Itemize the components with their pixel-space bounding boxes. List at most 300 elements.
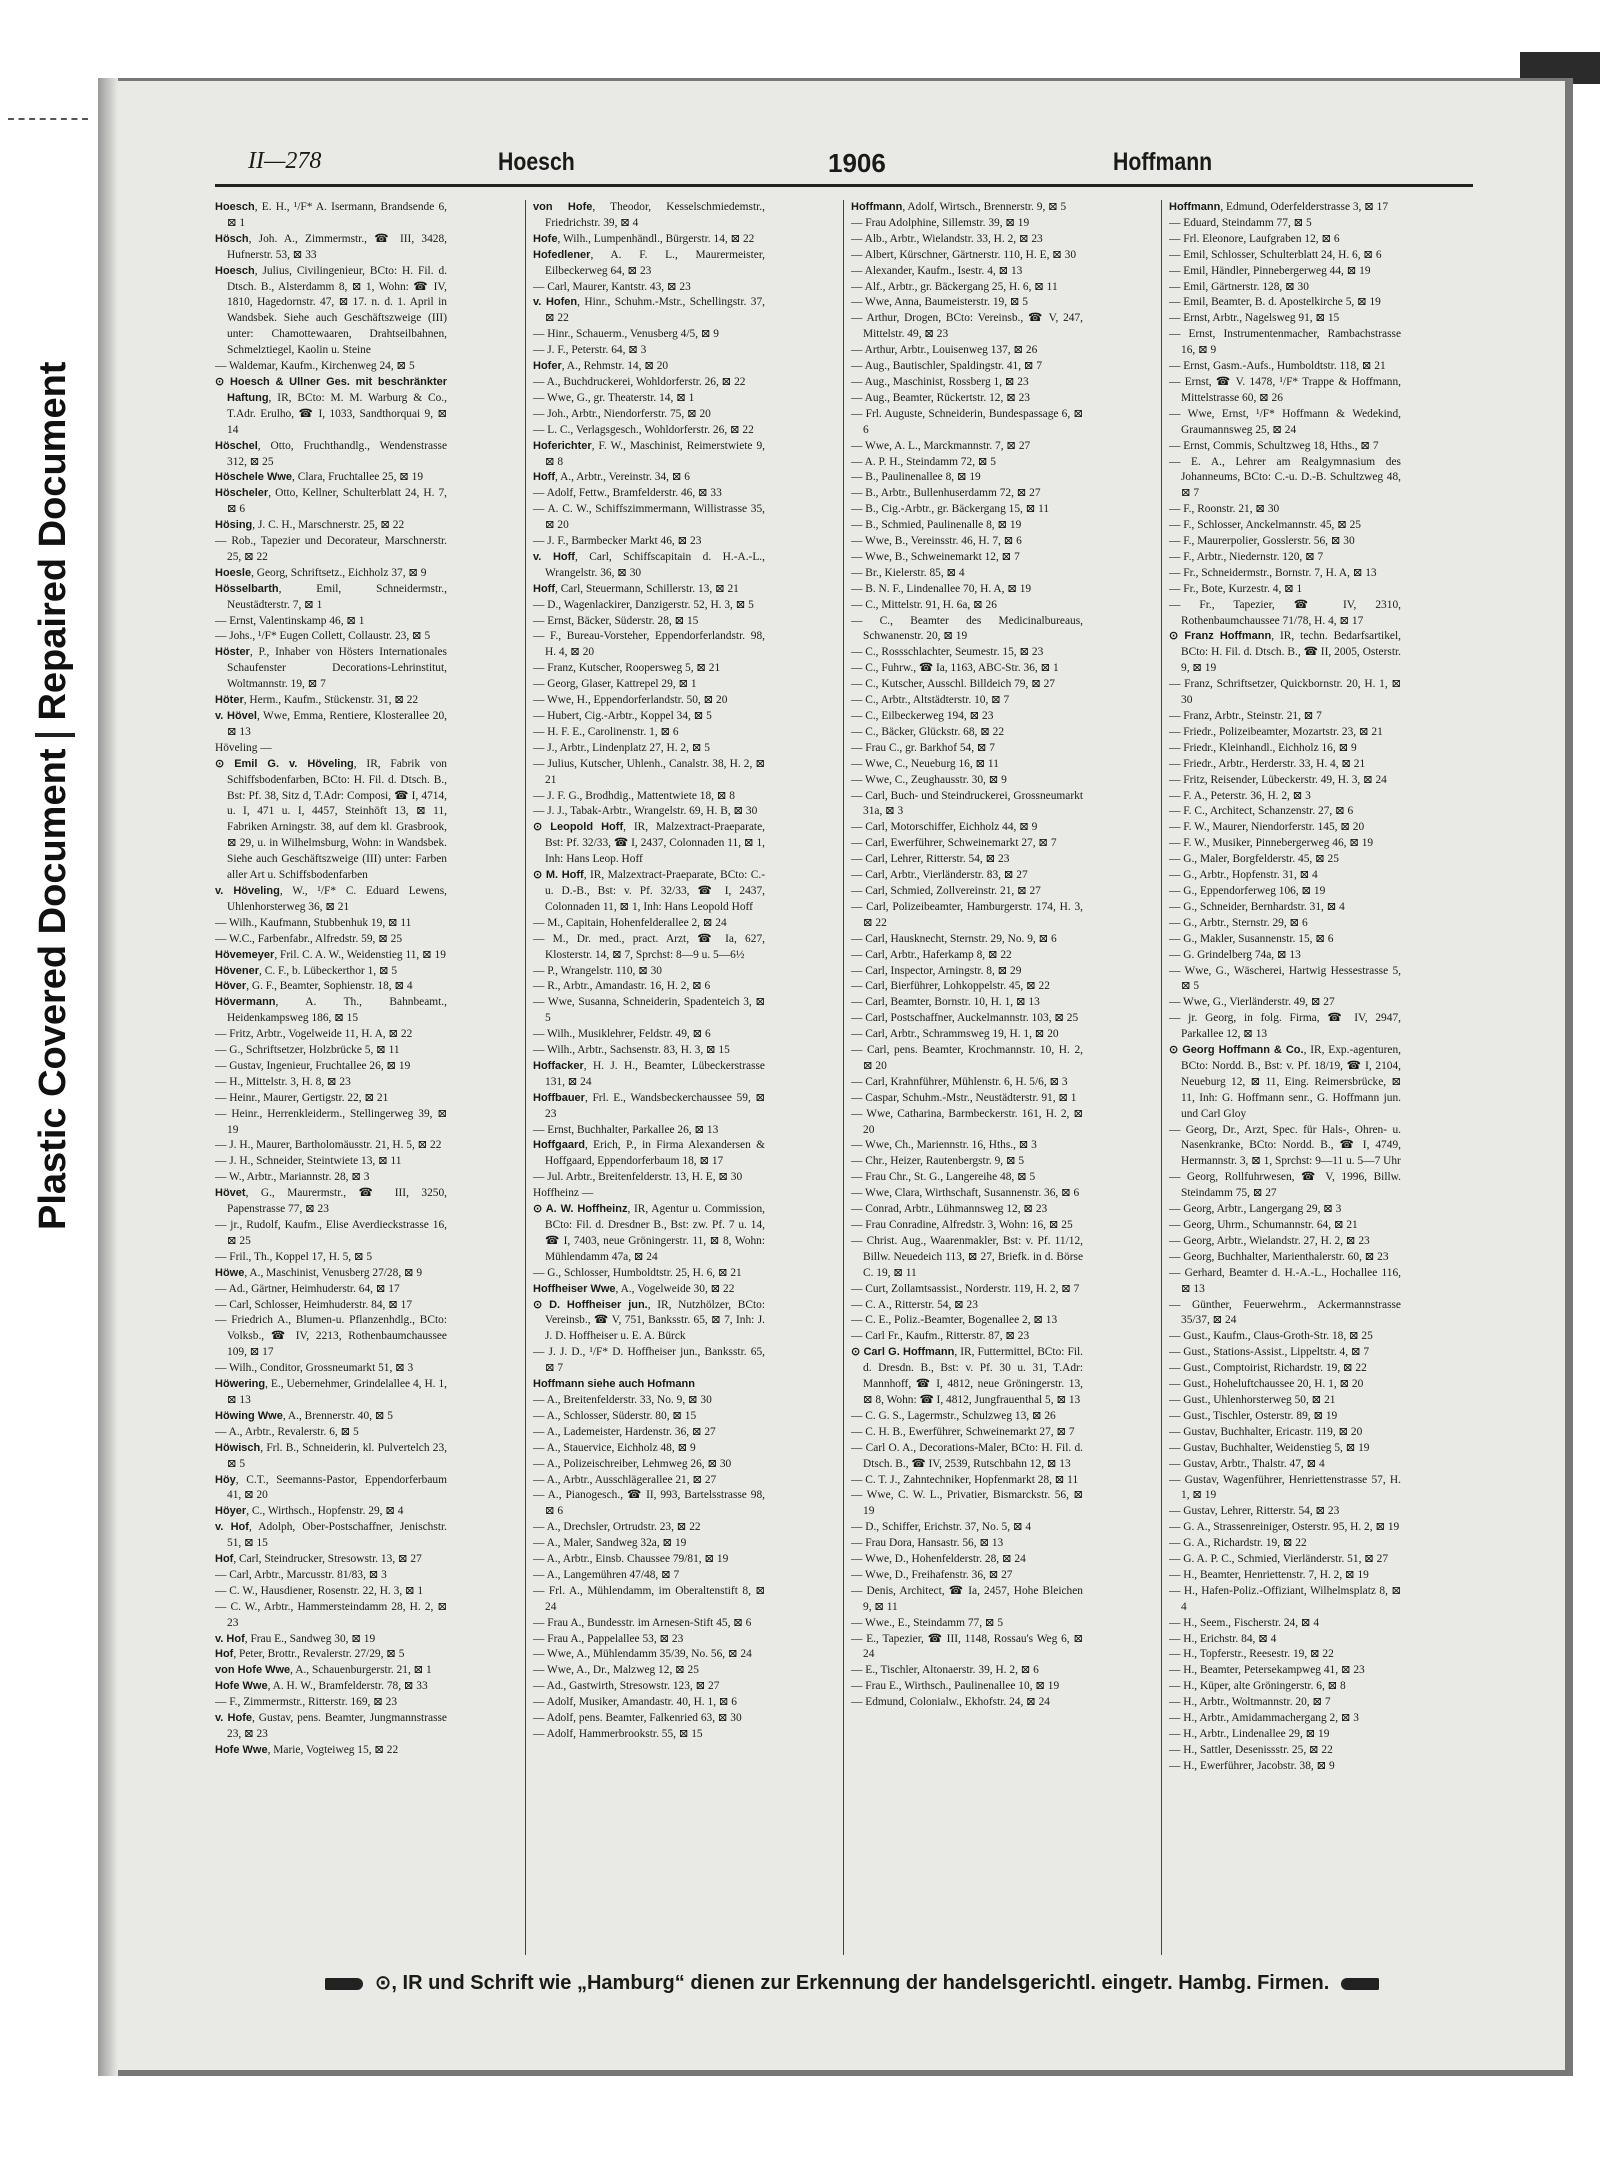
directory-entry: — Wwe, B., Vereinsstr. 46, H. 7, ⊠ 6 xyxy=(851,535,1022,548)
directory-entry: — Frau Conradine, Alfredstr. 3, Wohn: 16, ⊠ 25 xyxy=(851,1219,1073,1231)
directory-entry: — Wwe, Clara, Wirthschaft, Susannenstr. 36, ⊠ 6 xyxy=(851,1187,1080,1200)
directory-entry: — Wwe, C., Zeughausstr. 30, ⊠ 9 xyxy=(851,773,1007,786)
directory-entry: ⊙ D. Hoffheiser jun., IR, Nutzhölzer, BCto: Vereinsb., ☎ V, 751, Banksstr. 65, ⊠ 7, Inh: J. J. D. Hoffheiser u. E. A. Bürck xyxy=(533,1298,765,1343)
directory-entry: — Chr., Heizer, Rautenbergstr. 9, ⊠ 5 xyxy=(851,1155,1025,1168)
directory-entry: Hoffheinz — xyxy=(533,1187,594,1200)
directory-entry: — H., Topferstr., Reesestr. 19, ⊠ 22 xyxy=(1169,1648,1334,1661)
directory-entry: ⊙ Hoesch & Ullner Ges. mit beschränkter Haftung, IR, BCto: M. M. Warburg & Co., T.Adr. Erulho, ☎ I, 1033, Sandthorquai 9, ⊠ 14 xyxy=(215,375,447,436)
directory-entry: — Gust., Tischler, Osterstr. 89, ⊠ 19 xyxy=(1169,1409,1338,1422)
directory-entry: — A. C. W., Schiffszimmermann, Willistrasse 35, ⊠ 20 xyxy=(533,503,765,532)
directory-entry: — Carl, Beamter, Bornstr. 10, H. 1, ⊠ 13 xyxy=(851,996,1040,1009)
directory-entry: — Curt, Zollamtsassist., Norderstr. 119, H. 2, ⊠ 7 xyxy=(851,1282,1080,1295)
header-left-word: Hoesch xyxy=(498,148,575,176)
column-divider xyxy=(1161,200,1162,1955)
pointing-hand-left-icon xyxy=(325,1978,363,1990)
directory-entry: — G. A., Richardstr. 19, ⊠ 22 xyxy=(1169,1537,1307,1550)
directory-entry: — Alb., Arbtr., Wielandstr. 33, H. 2, ⊠ 23 xyxy=(851,232,1043,245)
directory-entry: — Frau A., Bundesstr. im Arnesen-Stift 45, ⊠ 6 xyxy=(533,1616,752,1629)
directory-entry: Hofe, Wilh., Lumpenhändl., Bürgerstr. 14, ⊠ 22 xyxy=(533,232,755,245)
directory-entry: — Johs., ¹/F* Eugen Collett, Collaustr. 23, ⊠ 5 xyxy=(215,630,431,643)
directory-entry: — Wwe, C. W. L., Privatier, Bismarckstr. 56, ⊠ 19 xyxy=(851,1489,1083,1518)
directory-entry: — Wwe, Anna, Baumeisterstr. 19, ⊠ 5 xyxy=(851,296,1029,309)
directory-entry: — D., Schiffer, Erichstr. 37, No. 5, ⊠ 4 xyxy=(851,1521,1032,1534)
directory-entry: — Carl, Arbtr., Vierländerstr. 83, ⊠ 27 xyxy=(851,869,1028,882)
directory-entry: — Georg, Uhrm., Schumannstr. 64, ⊠ 21 xyxy=(1169,1219,1358,1231)
directory-entry: — Carl, Maurer, Kantstr. 43, ⊠ 23 xyxy=(533,280,691,293)
directory-entry: — Ernst, Bäcker, Süderstr. 28, ⊠ 15 xyxy=(533,614,699,627)
directory-entry: — Adolf, Fettw., Bramfelderstr. 46, ⊠ 33 xyxy=(533,487,722,500)
directory-entry: v. Hofe, Gustav, pens. Beamter, Jungmannstrasse 23, ⊠ 23 xyxy=(215,1712,447,1740)
directory-entry: Höveling — xyxy=(215,741,272,754)
directory-entry: Hoferichter, F. W., Maschinist, Reimerstwiete 9, ⊠ 8 xyxy=(533,439,765,468)
directory-entry: — G. A., Strassenreiniger, Osterstr. 95, H. 2, ⊠ 19 xyxy=(1169,1521,1400,1534)
directory-entry: — G. A. P. C., Schmied, Vierländerstr. 51, ⊠ 27 xyxy=(1169,1553,1389,1566)
directory-entry: — Gust., Uhlenhorsterweg 50, ⊠ 21 xyxy=(1169,1393,1336,1406)
directory-entry: — Wwe, G., Wäscherei, Hartwig Hessestrasse 5, ⊠ 5 xyxy=(1169,964,1401,993)
directory-entry: — Ernst, Gasm.-Aufs., Humboldtstr. 118, ⊠ 21 xyxy=(1169,360,1386,373)
directory-entry: — Frau Chr., St. G., Langereihe 48, ⊠ 5 xyxy=(851,1171,1036,1184)
directory-entry: — J. H., Schneider, Steintwiete 13, ⊠ 11 xyxy=(215,1155,402,1168)
directory-entry: — A., Langemühren 47/48, ⊠ 7 xyxy=(533,1568,680,1581)
directory-entry: — E., Tischler, Altonaerstr. 39, H. 2, ⊠ 6 xyxy=(851,1664,1039,1677)
directory-entry: — Carl, Lehrer, Ritterstr. 54, ⊠ 23 xyxy=(851,853,1010,866)
directory-entry: v. Hof, Adolph, Ober-Postschaffner, Jenischstr. 51, ⊠ 15 xyxy=(215,1521,447,1550)
directory-entry: — B., Arbtr., Bullenhuserdamm 72, ⊠ 27 xyxy=(851,487,1041,500)
directory-entry: — Heinr., Herrenkleiderm., Stellingerweg 39, ⊠ 19 xyxy=(215,1107,447,1136)
directory-entry: — H., Arbtr., Woltmannstr. 20, ⊠ 7 xyxy=(1169,1696,1331,1709)
directory-entry: — G., Maler, Borgfelderstr. 45, ⊠ 25 xyxy=(1169,853,1339,866)
directory-entry: — H., Küper, alte Gröningerstr. 6, ⊠ 8 xyxy=(1169,1680,1346,1693)
directory-entry: — Denis, Architect, ☎ Ia, 2457, Hohe Bleichen 9, ⊠ 11 xyxy=(851,1584,1083,1613)
directory-entry: — Gustav, Buchhalter, Ericastr. 119, ⊠ 20 xyxy=(1169,1425,1363,1438)
directory-entry: Hoff, A., Arbtr., Vereinstr. 34, ⊠ 6 xyxy=(533,471,690,484)
directory-entry: — C. E., Poliz.-Beamter, Bogenallee 2, ⊠ 13 xyxy=(851,1314,1058,1327)
directory-entry: Hoffgaard, Erich, P., in Firma Alexandersen & Hoffgaard, Eppendorferbaum 18, ⊠ 17 xyxy=(533,1139,765,1168)
directory-entry: Höwe, A., Maschinist, Venusberg 27/28, ⊠ 9 xyxy=(215,1266,423,1279)
directory-entry: — Carl, Bierführer, Lohkoppelstr. 45, ⊠ 22 xyxy=(851,980,1050,993)
pointing-hand-right-icon xyxy=(1341,1978,1379,1990)
directory-entry: — H., Mittelstr. 3, H. 8, ⊠ 23 xyxy=(215,1075,351,1088)
directory-entry: — Carl, Inspector, Arningstr. 8, ⊠ 29 xyxy=(851,964,1022,977)
header-right-word: Hoffmann xyxy=(1113,148,1213,176)
directory-entry: Hövener, C. F., b. Lübeckerthor 1, ⊠ 5 xyxy=(215,964,398,977)
directory-entry: — Wwe, Catharina, Barmbeckerstr. 161, H. 2, ⊠ 20 xyxy=(851,1107,1083,1136)
directory-entry: — Frau Dora, Hansastr. 56, ⊠ 13 xyxy=(851,1537,1004,1550)
directory-entry: — G., Eppendorferweg 106, ⊠ 19 xyxy=(1169,884,1326,897)
directory-entry: — J. J. D., ¹/F* D. Hoffheiser jun., Banksstr. 65, ⊠ 7 xyxy=(533,1346,765,1375)
directory-entry: — F. A., Peterstr. 36, H. 2, ⊠ 3 xyxy=(1169,789,1311,802)
directory-entry: Höscheler, Otto, Kellner, Schulterblatt 24, H. 7, ⊠ 6 xyxy=(215,487,447,516)
header-rule xyxy=(215,184,1473,187)
directory-entry: Hoff, Carl, Steuermann, Schillerstr. 13, ⊠ 21 xyxy=(533,582,739,595)
directory-entry: v. Höveling, W., ¹/F* C. Eduard Lewens, Uhlenhorsterweg 36, ⊠ 21 xyxy=(215,884,447,913)
directory-entry: — Carl, Motorschiffer, Eichholz 44, ⊠ 9 xyxy=(851,821,1038,834)
directory-entry: — P., Wrangelstr. 110, ⊠ 30 xyxy=(533,964,662,977)
directory-entry: — F., Zimmermstr., Ritterstr. 169, ⊠ 23 xyxy=(215,1696,398,1709)
directory-entry: ⊙ Emil G. v. Höveling, IR, Fabrik von Schiffsbodenfarben, BCto: H. Fil. d. Dtsch. B., Bst: Pf. 38, Sitz d, T.Adr: Composi, ☎ I, 4714, u. I, 471 u. I, 4457, Steinhöft 13, ⊠ 11, Fabriken Arningstr. 38, auf dem kl. Grasbrook, ⊠ 29, u. in Wilhelmsburg, Wohn: in Wandsbek. Siehe auch Geschäftszweige (III) unter: Farben aller Art u. Schiffsbodenfarben xyxy=(215,757,447,882)
directory-entry: — Alf., Arbtr., gr. Bäckergang 25, H. 6, ⊠ 11 xyxy=(851,280,1058,293)
directory-entry: — Ernst, Valentinskamp 46, ⊠ 1 xyxy=(215,614,365,627)
directory-entry: — Wilh., Musiklehrer, Feldstr. 49, ⊠ 6 xyxy=(533,1028,711,1041)
directory-entry: — H., Ewerführer, Jacobstr. 38, ⊠ 9 xyxy=(1169,1759,1335,1772)
directory-entry: — G., Schriftsetzer, Holzbrücke 5, ⊠ 11 xyxy=(215,1044,400,1057)
directory-entry: — Wwe, Susanna, Schneiderin, Spadenteich 3, ⊠ 5 xyxy=(533,996,765,1025)
side-label-strip xyxy=(0,0,90,2177)
directory-entry: — B., Paulinenallee 8, ⊠ 19 xyxy=(851,471,981,484)
directory-entry: — Frl. Eleonore, Laufgraben 12, ⊠ 6 xyxy=(1169,232,1340,245)
directory-entry: — Gerhard, Beamter d. H.-A.-L., Hochallee 116, ⊠ 13 xyxy=(1169,1266,1401,1295)
footer-text: ⊙, IR und Schrift wie „Hamburg“ dienen zur Erkennung der handelsgerichtl. eingetr. Hambg. Firmen. xyxy=(374,1972,1330,1994)
directory-entry: — A., Polizeischreiber, Lehmweg 26, ⊠ 30 xyxy=(533,1457,732,1470)
directory-entry: — C., Fuhrw., ☎ Ia, 1163, ABC-Str. 36, ⊠ 1 xyxy=(851,662,1059,675)
directory-entry: — H., Hafen-Poliz.-Offiziant, Wilhelmsplatz 8, ⊠ 4 xyxy=(1169,1584,1401,1613)
directory-entry: — Carl, Hausknecht, Sternstr. 29, No. 9, ⊠ 6 xyxy=(851,932,1057,945)
directory-entry: — A., Arbtr., Revalerstr. 6, ⊠ 5 xyxy=(215,1425,359,1438)
directory-entry: — M., Dr. med., pract. Arzt, ☎ Ia, 627, Klosterstr. 14, ⊠ 7, Sprchst: 8—9 u. 5—6½ xyxy=(533,932,765,961)
directory-entry: — Georg, Buchhalter, Marienthalerstr. 60, ⊠ 23 xyxy=(1169,1250,1389,1263)
directory-entry: — E. A., Lehrer am Realgymnasium des Johanneums, BCto: C.-u. D.-B. Schultzweg 48, ⊠ 7 xyxy=(1169,455,1401,500)
directory-entry: — Hubert, Cig.-Arbtr., Koppel 34, ⊠ 5 xyxy=(533,710,712,722)
directory-entry: — Gust., Kaufm., Claus-Groth-Str. 18, ⊠ 25 xyxy=(1169,1330,1373,1343)
directory-entry: — Albert, Kürschner, Gärtnerstr. 110, H. E, ⊠ 30 xyxy=(851,248,1077,261)
directory-entry: — Carl, Krahnführer, Mühlenstr. 6, H. 5/6, ⊠ 3 xyxy=(851,1075,1068,1088)
directory-column-3 xyxy=(851,200,1083,1955)
directory-entry: — C. W., Arbtr., Hammersteindamm 28, H. 2, ⊠ 23 xyxy=(215,1600,447,1629)
directory-entry: Hoffmann siehe auch Hofmann xyxy=(533,1378,695,1391)
directory-entry: — Aug., Beamter, Rückertstr. 12, ⊠ 23 xyxy=(851,391,1030,404)
directory-entry: — Arthur, Drogen, BCto: Vereinsb., ☎ V, 247, Mittelstr. 49, ⊠ 23 xyxy=(851,312,1083,341)
directory-entry: — Wilh., Kaufmann, Stubbenhuk 19, ⊠ 11 xyxy=(215,916,412,929)
directory-entry: — Fr., Bote, Kurzestr. 4, ⊠ 1 xyxy=(1169,582,1303,595)
directory-entry: — A., Schlosser, Süderstr. 80, ⊠ 15 xyxy=(533,1409,697,1422)
directory-entry: ⊙ Georg Hoffmann & Co., IR, Exp.-agenturen, BCto: Nordd. B., Bst: v. Pf. 18/19, ☎ I, 2104, Neueburg 12, ⊠ 11, Eing. Reimersbrücke, ⊠ 11, Inh: G. Hoffmann senr., G. Hoffmann jun. und Carl Gloy xyxy=(1169,1044,1401,1120)
directory-entry: — C., Bäcker, Glückstr. 68, ⊠ 22 xyxy=(851,725,1005,738)
directory-column-1 xyxy=(215,200,447,1955)
directory-entry: — Caspar, Schuhm.-Mstr., Neustädterstr. 91, ⊠ 1 xyxy=(851,1091,1077,1104)
footer-note xyxy=(232,1970,1472,1995)
directory-entry: — Emil, Händler, Pinnebergerweg 44, ⊠ 19 xyxy=(1169,264,1371,277)
directory-entry: — Wwe, A., Mühlendamm 35/39, No. 56, ⊠ 24 xyxy=(533,1648,752,1661)
directory-entry: — Ernst, Arbtr., Nagelsweg 91, ⊠ 15 xyxy=(1169,312,1340,325)
directory-entry: — Carl, Arbtr., Haferkamp 8, ⊠ 22 xyxy=(851,948,1012,961)
directory-entry: Höver, G. F., Beamter, Sophienstr. 18, ⊠ 4 xyxy=(215,980,413,993)
directory-entry: — Gustav, Wagenführer, Henriettenstrasse 57, H. 1, ⊠ 19 xyxy=(1169,1473,1401,1502)
directory-entry: Höwering, E., Uebernehmer, Grindelallee 4, H. 1, ⊠ 13 xyxy=(215,1378,447,1406)
directory-entry: — Wwe, C., Neueburg 16, ⊠ 11 xyxy=(851,757,999,770)
header-year: 1906 xyxy=(828,148,886,178)
side-label-separator xyxy=(35,733,75,737)
directory-entry: — A., Arbtr., Ausschlägerallee 21, ⊠ 27 xyxy=(533,1473,717,1486)
directory-entry: — A., Buchdruckerei, Wohldorferstr. 26, ⊠ 22 xyxy=(533,375,746,388)
directory-entry: — Alexander, Kaufm., Isestr. 4, ⊠ 13 xyxy=(851,264,1023,277)
directory-entry: — Carl, pens. Beamter, Krochmannstr. 10, H. 2, ⊠ 20 xyxy=(851,1044,1083,1072)
directory-entry: — G. Grindelberg 74a, ⊠ 13 xyxy=(1169,948,1301,961)
directory-entry: — Gust., Comptoirist, Richardstr. 19, ⊠ 22 xyxy=(1169,1362,1367,1375)
directory-entry: — Gustav, Arbtr., Thalstr. 47, ⊠ 4 xyxy=(1169,1457,1325,1470)
directory-entry: — Frau A., Pappelallee 53, ⊠ 23 xyxy=(533,1632,684,1645)
directory-entry: Hoffheiser Wwe, A., Vogelweide 30, ⊠ 22 xyxy=(533,1282,735,1295)
page-number: II—278 xyxy=(248,148,322,174)
directory-entry: — J. H., Maurer, Bartholomäusstr. 21, H. 5, ⊠ 22 xyxy=(215,1139,442,1152)
page-header xyxy=(248,148,1473,182)
directory-entry: — Ernst, Instrumentenmacher, Rambachstrasse 16, ⊠ 9 xyxy=(1169,328,1401,357)
directory-entry: — L. C., Verlagsgesch., Wohldorferstr. 26, ⊠ 22 xyxy=(533,423,754,436)
directory-entry: — C., Arbtr., Altstädterstr. 10, ⊠ 7 xyxy=(851,694,1010,707)
side-label xyxy=(32,362,75,1230)
directory-entry: — Georg, Arbtr., Wielandstr. 27, H. 2, ⊠ 23 xyxy=(1169,1234,1370,1247)
directory-column-4 xyxy=(1169,200,1401,1955)
directory-entry: — Hinr., Schauerm., Venusberg 4/5, ⊠ 9 xyxy=(533,328,719,341)
directory-entry: — C., Kutscher, Ausschl. Billdeich 79, ⊠ 27 xyxy=(851,678,1055,691)
directory-entry: — Fritz, Arbtr., Vogelweide 11, H. A, ⊠ 22 xyxy=(215,1028,413,1041)
directory-entry: — F., Schlosser, Anckelmannstr. 45, ⊠ 25 xyxy=(1169,519,1361,532)
directory-entry: — C., Rossschlachter, Seumestr. 15, ⊠ 23 xyxy=(851,646,1044,659)
directory-entry: Hofe Wwe, A. H. W., Bramfelderstr. 78, ⊠ 33 xyxy=(215,1680,428,1693)
directory-entry: — Adolf, pens. Beamter, Falkenried 63, ⊠ 30 xyxy=(533,1712,742,1725)
directory-entry: — Carl, Ewerführer, Schweinemarkt 27, ⊠ 7 xyxy=(851,837,1057,850)
directory-entry: — jr., Rudolf, Kaufm., Elise Averdieckstrasse 16, ⊠ 25 xyxy=(215,1219,447,1247)
directory-entry: — Conrad, Arbtr., Lühmannsweg 12, ⊠ 23 xyxy=(851,1203,1048,1216)
directory-entry: — Adolf, Musiker, Amandastr. 40, H. 1, ⊠ 6 xyxy=(533,1696,737,1709)
directory-entry: — G., Schneider, Bernhardstr. 31, ⊠ 4 xyxy=(1169,900,1345,913)
directory-entry: — Heinr., Maurer, Gertigstr. 22, ⊠ 21 xyxy=(215,1091,389,1104)
directory-entry: Hoesle, Georg, Schriftsetz., Eichholz 37, ⊠ 9 xyxy=(215,566,427,579)
directory-entry: — B., Cig.-Arbtr., gr. Bäckergang 15, ⊠ 11 xyxy=(851,503,1050,516)
directory-entry: — Emil, Gärtnerstr. 128, ⊠ 30 xyxy=(1169,280,1309,293)
directory-entry: — Wwe, G., Vierländerstr. 49, ⊠ 27 xyxy=(1169,996,1335,1009)
directory-entry: — C., Mittelstr. 91, H. 6a, ⊠ 26 xyxy=(851,598,997,611)
directory-entry: Hösselbarth, Emil, Schneidermstr., Neustädterstr. 7, ⊠ 1 xyxy=(215,582,447,611)
directory-entry: — Carl, Arbtr., Schrammsweg 19, H. 1, ⊠ 20 xyxy=(851,1028,1059,1041)
directory-entry: — G., Schlosser, Humboldtstr. 25, H. 6, ⊠ 21 xyxy=(533,1266,742,1279)
directory-entry: — Fritz, Reisender, Lübeckerstr. 49, H. 3, ⊠ 24 xyxy=(1169,773,1387,786)
directory-entry: — F., Arbtr., Niedernstr. 120, ⊠ 7 xyxy=(1169,550,1324,563)
directory-entry: — R., Arbtr., Amandastr. 16, H. 2, ⊠ 6 xyxy=(533,980,711,993)
directory-entry: — Wwe., E., Steindamm 77, ⊠ 5 xyxy=(851,1616,1004,1629)
directory-entry: — Wwe, D., Hohenfelderstr. 28, ⊠ 24 xyxy=(851,1553,1026,1566)
side-label-bottom: Plastic Covered Document xyxy=(32,748,74,1230)
directory-entry: — Carl O. A., Decorations-Maler, BCto: H. Fil. d. Dtsch. B., ☎ IV, 2539, Rutschbahn 12, ⊠ 13 xyxy=(851,1441,1083,1470)
directory-entry: — A., Breitenfelderstr. 33, No. 9, ⊠ 30 xyxy=(533,1393,712,1406)
directory-entry: — Ad., Gastwirth, Stresowstr. 123, ⊠ 27 xyxy=(533,1680,720,1693)
directory-entry: — Friedr., Polizeibeamter, Mozartstr. 23, ⊠ 21 xyxy=(1169,725,1383,738)
directory-entry: — Frau E., Wirthsch., Paulinenallee 10, ⊠ 19 xyxy=(851,1680,1060,1693)
directory-entry: — Ernst, Buchhalter, Parkallee 26, ⊠ 13 xyxy=(533,1123,719,1136)
directory-entry: v. Hoff, Carl, Schiffscapitain d. H.-A.-L., Wrangelstr. 36, ⊠ 30 xyxy=(533,550,765,579)
directory-entry: — H. F. E., Carolinenstr. 1, ⊠ 6 xyxy=(533,725,679,738)
directory-entry: — F., Bureau-Vorsteher, Eppendorferlandstr. 98, H. 4, ⊠ 20 xyxy=(533,630,765,659)
directory-entry: — Wwe, Ch., Mariennstr. 16, Hths., ⊠ 3 xyxy=(851,1139,1037,1152)
directory-entry: — Waldemar, Kaufm., Kirchenweg 24, ⊠ 5 xyxy=(215,360,415,373)
directory-entry: Höster, P., Inhaber von Hösters Internationales Schaufenster Decorations-Lehrinstitut, Woltmannstr. 19, ⊠ 7 xyxy=(215,646,447,691)
directory-entry: — Ernst, Commis, Schultzweg 18, Hths., ⊠ 7 xyxy=(1169,439,1379,452)
directory-entry: — Eduard, Steindamm 77, ⊠ 5 xyxy=(1169,216,1312,229)
directory-entry: — F. W., Maurer, Niendorferstr. 145, ⊠ 20 xyxy=(1169,821,1365,834)
directory-entry: Hövet, G., Maurermstr., ☎ III, 3250, Papenstrasse 77, ⊠ 23 xyxy=(215,1187,447,1216)
directory-entry: — E., Tapezier, ☎ III, 1148, Rossau's Weg 6, ⊠ 24 xyxy=(851,1632,1083,1661)
directory-entry: Höyer, C., Wirthsch., Hopfenstr. 29, ⊠ 4 xyxy=(215,1505,404,1518)
directory-entry: — G., Arbtr., Hopfenstr. 31, ⊠ 4 xyxy=(1169,869,1318,882)
directory-entry: — J. J., Tabak-Arbtr., Wrangelstr. 69, H. B, ⊠ 30 xyxy=(533,805,758,818)
directory-entry: — C. W., Hausdiener, Rosenstr. 22, H. 3, ⊠ 1 xyxy=(215,1584,424,1597)
directory-entry: — H., Seem., Fischerstr. 24, ⊠ 4 xyxy=(1169,1616,1320,1629)
directory-entry: — Julius, Kutscher, Uhlenh., Canalstr. 38, H. 2, ⊠ 21 xyxy=(533,757,765,786)
directory-entry: — Franz, Kutscher, Roopersweg 5, ⊠ 21 xyxy=(533,662,721,675)
directory-entry: — Gust., Hoheluftchaussee 20, H. 1, ⊠ 20 xyxy=(1169,1378,1364,1391)
directory-entry: — H., Arbtr., Lindenallee 29, ⊠ 19 xyxy=(1169,1728,1330,1740)
directory-entry: — Christ. Aug., Waarenmakler, Bst: v. Pf. 11/12, Billw. Neuedeich 113, ⊠ 27, Briefk. in d. Börse C. 19, ⊠ 11 xyxy=(851,1234,1083,1279)
directory-entry: — Georg, Glaser, Kattrepel 29, ⊠ 1 xyxy=(533,678,697,691)
cut-line xyxy=(8,118,88,120)
directory-entry: — Gustav, Buchhalter, Weidenstieg 5, ⊠ 19 xyxy=(1169,1441,1370,1454)
directory-entry: — Joh., Arbtr., Niendorferstr. 75, ⊠ 20 xyxy=(533,407,711,420)
directory-entry: Höwisch, Frl. B., Schneiderin, kl. Pulvertelch 23, ⊠ 5 xyxy=(215,1441,447,1470)
directory-entry: — H., Erichstr. 84, ⊠ 4 xyxy=(1169,1632,1277,1645)
directory-entry: — B., Schmied, Paulinenalle 8, ⊠ 19 xyxy=(851,519,1022,532)
directory-entry: — Gustav, Ingenieur, Fruchtallee 26, ⊠ 19 xyxy=(215,1059,411,1072)
directory-entry: — Aug., Maschinist, Rossberg 1, ⊠ 23 xyxy=(851,375,1029,388)
directory-entry: — Edmund, Colonialw., Ekhofstr. 24, ⊠ 24 xyxy=(851,1696,1050,1709)
directory-entry: — Carl Fr., Kaufm., Ritterstr. 87, ⊠ 23 xyxy=(851,1330,1030,1343)
directory-entry: — W.C., Farbenfabr., Alfredstr. 59, ⊠ 25 xyxy=(215,932,403,945)
directory-entry: Hofer, A., Rehmstr. 14, ⊠ 20 xyxy=(533,360,669,373)
directory-entry: — C. A., Ritterstr. 54, ⊠ 23 xyxy=(851,1298,978,1311)
directory-column-2 xyxy=(533,200,765,1955)
directory-entry: Hofe Wwe, Marie, Vogteiweg 15, ⊠ 22 xyxy=(215,1743,399,1756)
column-divider xyxy=(843,200,844,1955)
directory-entry: — Georg, Rollfuhrwesen, ☎ V, 1996, Billw. Steindamm 75, ⊠ 27 xyxy=(1169,1171,1401,1200)
directory-entry: — A., Arbtr., Einsb. Chaussee 79/81, ⊠ 19 xyxy=(533,1553,729,1566)
directory-entry: v. Hof, Frau E., Sandweg 30, ⊠ 19 xyxy=(215,1632,376,1645)
directory-entry: — Wwe, A. L., Marckmannstr. 7, ⊠ 27 xyxy=(851,439,1031,452)
directory-entry: — A., Maler, Sandweg 32a, ⊠ 19 xyxy=(533,1537,687,1550)
directory-entry: — Wwe, D., Freihafenstr. 36, ⊠ 27 xyxy=(851,1568,1013,1581)
directory-entry: — F. C., Architect, Schanzenstr. 27, ⊠ 6 xyxy=(1169,805,1354,818)
directory-entry: — Georg, Dr., Arzt, Spec. für Hals-, Ohren- u. Nasenkranke, BCto: Nordd. B., ☎ I, 4749, Hermannstr. 3, ⊠ 1, Sprchst: 9—11 u. 5—7 Uhr xyxy=(1169,1123,1401,1168)
directory-entry: — Franz, Arbtr., Steinstr. 21, ⊠ 7 xyxy=(1169,710,1322,722)
directory-entry: ⊙ Leopold Hoff, IR, Malzextract-Praeparate, Bst: Pf. 32/33, ☎ I, 2437, Colonnaden 11, ⊠ 1, Inh: Hans Leop. Hoff xyxy=(533,821,765,866)
directory-entry: Hoffacker, H. J. H., Beamter, Lübeckerstrasse 131, ⊠ 24 xyxy=(533,1059,765,1088)
directory-entry: — H., Beamter, Henriettenstr. 7, H. 2, ⊠ 19 xyxy=(1169,1568,1369,1581)
directory-entry: — Rob., Tapezier und Decorateur, Marschnerstr. 25, ⊠ 22 xyxy=(215,535,447,563)
directory-entry: — Carl, Arbtr., Marcusstr. 81/83, ⊠ 3 xyxy=(215,1568,387,1581)
directory-entry: — H., Sattler, Desenissstr. 25, ⊠ 22 xyxy=(1169,1743,1333,1756)
directory-entry: — J. F. G., Brodhdig., Mattentwiete 18, ⊠ 8 xyxy=(533,789,735,802)
directory-entry: Hoffmann, Edmund, Oderfelderstrasse 3, ⊠ 17 xyxy=(1169,201,1389,213)
directory-entry: — Carl, Schmied, Zollvereinstr. 21, ⊠ 27 xyxy=(851,884,1041,897)
directory-entry: — Friedr., Arbtr., Herderstr. 33, H. 4, ⊠ 21 xyxy=(1169,757,1366,770)
directory-entry: — Wwe, H., Eppendorferlandstr. 50, ⊠ 20 xyxy=(533,694,728,707)
directory-entry: v. Hövel, Wwe, Emma, Rentiere, Klosterallee 20, ⊠ 13 xyxy=(215,710,447,738)
side-label-top: Repaired Document xyxy=(32,361,74,721)
directory-entry: — Aug., Bautischler, Spaldingstr. 41, ⊠ 7 xyxy=(851,360,1043,373)
directory-entry: — J. F., Peterstr. 64, ⊠ 3 xyxy=(533,344,647,357)
directory-entry: — Friedrich A., Blumen-u. Pflanzenhdlg., BCto: Volksb., ☎ IV, 2213, Rothenbaumchaussee 109, ⊠ 17 xyxy=(215,1314,447,1359)
directory-entry: — C., Eilbeckerweg 194, ⊠ 23 xyxy=(851,710,994,722)
directory-entry: — C., Beamter des Medicinalbureaus, Schwanenstr. 20, ⊠ 19 xyxy=(851,614,1083,643)
directory-entry: — J. F., Barmbecker Markt 46, ⊠ 23 xyxy=(533,535,702,548)
directory-entry: — Carl, Postschaffner, Auckelmannstr. 103, ⊠ 25 xyxy=(851,1012,1079,1025)
directory-entry: — Wilh., Conditor, Grossneumarkt 51, ⊠ 3 xyxy=(215,1362,414,1375)
directory-entry: — Jul. Arbtr., Breitenfelderstr. 13, H. E, ⊠ 30 xyxy=(533,1171,743,1184)
directory-entry: von Hofe Wwe, A., Schauenburgerstr. 21, ⊠ 1 xyxy=(215,1664,432,1677)
directory-entry: — M., Capitain, Hohenfelderallee 2, ⊠ 24 xyxy=(533,916,727,929)
directory-entry: ⊙ Carl G. Hoffmann, IR, Futtermittel, BCto: Fil. d. Dresdn. B., Bst: v. Pf. 30 u. 31, T.Adr: Mannhoff, ☎ I, 4812, neue Gröningerstr. 13, ⊠ 8, Wohn: ☎ I, 4812, Jungfrauenthal 5, ⊠ 13 xyxy=(851,1346,1083,1406)
directory-entry: — Carl, Polizeibeamter, Hamburgerstr. 174, H. 3, ⊠ 22 xyxy=(851,900,1083,929)
directory-entry: — A., Lademeister, Hardenstr. 36, ⊠ 27 xyxy=(533,1425,716,1438)
directory-entry: — Carl, Schlosser, Heimhuderstr. 84, ⊠ 17 xyxy=(215,1298,413,1311)
directory-entry: Hof, Carl, Steindrucker, Stresowstr. 13, ⊠ 27 xyxy=(215,1553,422,1566)
directory-entry: — Frl. Auguste, Schneiderin, Bundespassage 6, ⊠ 6 xyxy=(851,407,1083,436)
directory-entry: — F., Maurerpolier, Gosslerstr. 56, ⊠ 30 xyxy=(1169,535,1355,548)
directory-entry: — Carl, Buch- und Steindruckerei, Grossneumarkt 31a, ⊠ 3 xyxy=(851,789,1083,818)
directory-entry: v. Hofen, Hinr., Schuhm.-Mstr., Schellingstr. 37, ⊠ 22 xyxy=(533,296,765,325)
column-divider xyxy=(525,200,526,1955)
directory-entry: Hof, Peter, Brottr., Revalerstr. 27/29, ⊠ 5 xyxy=(215,1648,405,1661)
directory-entry: — Frau Adolphine, Sillemstr. 39, ⊠ 19 xyxy=(851,216,1030,229)
directory-entry: Hövermann, A. Th., Bahnbeamt., Heidenkampsweg 186, ⊠ 15 xyxy=(215,996,447,1025)
directory-entry: Hoesch, E. H., ¹/F* A. Isermann, Brandsende 6, ⊠ 1 xyxy=(215,201,447,229)
directory-entry: — H., Beamter, Petersekampweg 41, ⊠ 23 xyxy=(1169,1664,1365,1677)
directory-entry: — A., Pianogesch., ☎ II, 993, Bartelsstrasse 98, ⊠ 6 xyxy=(533,1489,765,1518)
directory-entry: — W., Arbtr., Mariannstr. 28, ⊠ 3 xyxy=(215,1171,370,1184)
page-binding-shadow xyxy=(98,78,118,2076)
directory-entry: — A., Stauervice, Eichholz 48, ⊠ 9 xyxy=(533,1441,696,1454)
directory-entry: — Friedr., Kleinhandl., Eichholz 16, ⊠ 9 xyxy=(1169,741,1357,754)
directory-entry: — D., Wagenlackirer, Danzigerstr. 52, H. 3, ⊠ 5 xyxy=(533,598,754,611)
directory-entry: — Br., Kielerstr. 85, ⊠ 4 xyxy=(851,566,965,579)
directory-entry: — C. H. B., Ewerführer, Schweinemarkt 27, ⊠ 7 xyxy=(851,1425,1075,1438)
directory-entry: — Adolf, Hammerbrookstr. 55, ⊠ 15 xyxy=(533,1728,703,1740)
directory-entry: — Wwe, A., Dr., Malzweg 12, ⊠ 25 xyxy=(533,1664,699,1677)
directory-entry: — Frl. A., Mühlendamm, im Oberaltenstift 8, ⊠ 24 xyxy=(533,1584,765,1613)
directory-entry: — F. W., Musiker, Pinnebergerweg 46, ⊠ 19 xyxy=(1169,837,1374,850)
directory-entry: Hoesch, Julius, Civilingenieur, BCto: H. Fil. d. Dtsch. B., Alsterdamm 8, ⊠ 1, Wohn: ☎ IV, 1810, Hagedornstr. 47, ⊠ 17. n. d. 1. April in Wandsbek. Siehe auch Geschäftszweige (III) unter: Chamottewaaren, Drahtseilbahnen, Schmelztiegel, Kaolin u. Steine xyxy=(215,264,447,357)
directory-entry: Höy, C.T., Seemanns-Pastor, Eppendorferbaum 41, ⊠ 20 xyxy=(215,1473,447,1502)
directory-entry: — A. P. H., Steindamm 72, ⊠ 5 xyxy=(851,455,996,468)
directory-entry: — C. G. S., Lagermstr., Schulzweg 13, ⊠ 26 xyxy=(851,1409,1056,1422)
directory-entry: ⊙ A. W. Hoffheinz, IR, Agentur u. Commission, BCto: Fil. d. Dresdner B., Bst: zw. Pf. 7 u. 14, ☎ I, 7403, neue Gröningerstr. 11, ⊠ 8, Wohn: Mühlendamm 47a, ⊠ 24 xyxy=(533,1203,765,1263)
directory-entry: — Fril., Th., Koppel 17, H. 5, ⊠ 5 xyxy=(215,1250,373,1263)
directory-entry: — Ernst, ☎ V. 1478, ¹/F* Trappe & Hoffmann, Mittelstrasse 60, ⊠ 26 xyxy=(1169,375,1401,404)
directory-entry: — A., Drechsler, Ortrudstr. 23, ⊠ 22 xyxy=(533,1521,701,1534)
directory-entry: — Wwe, B., Schweinemarkt 12, ⊠ 7 xyxy=(851,550,1020,563)
directory-entry: — C. T. J., Zahntechniker, Hopfenmarkt 28, ⊠ 11 xyxy=(851,1473,1079,1486)
directory-entry: — Arthur, Arbtr., Louisenweg 137, ⊠ 26 xyxy=(851,344,1038,357)
directory-entry: Hövemeyer, Fril. C. A. W., Weidenstieg 11, ⊠ 19 xyxy=(215,948,446,961)
directory-entry: — Gustav, Lehrer, Ritterstr. 54, ⊠ 23 xyxy=(1169,1505,1340,1518)
directory-entry: ⊙ Franz Hoffmann, IR, techn. Bedarfsartikel, BCto: H. Fil. d. Dtsch. B., ☎ II, 2005, Osterstr. 9, ⊠ 19 xyxy=(1169,630,1401,675)
directory-entry: Höwing Wwe, A., Brennerstr. 40, ⊠ 5 xyxy=(215,1409,393,1422)
directory-entry: Hösing, J. C. H., Marschnerstr. 25, ⊠ 22 xyxy=(215,519,405,532)
directory-entry: — F., Roonstr. 21, ⊠ 30 xyxy=(1169,503,1280,516)
directory-entry: — Wwe, G., gr. Theaterstr. 14, ⊠ 1 xyxy=(533,391,695,404)
directory-entry: Höschele Wwe, Clara, Fruchtallee 25, ⊠ 19 xyxy=(215,471,424,484)
directory-entry: — Emil, Beamter, B. d. Apostelkirche 5, ⊠ 19 xyxy=(1169,296,1381,309)
directory-entry: — H., Arbtr., Amidammachergang 2, ⊠ 3 xyxy=(1169,1712,1359,1725)
directory-entry: Hoffmann, Adolf, Wirtsch., Brennerstr. 9, ⊠ 5 xyxy=(851,201,1067,213)
directory-entry: — jr. Georg, in folg. Firma, ☎ IV, 2947, Parkallee 12, ⊠ 13 xyxy=(1169,1012,1401,1041)
directory-entry: — B. N. F., Lindenallee 70, H. A, ⊠ 19 xyxy=(851,582,1032,595)
directory-entry: — Frau C., gr. Barkhof 54, ⊠ 7 xyxy=(851,741,996,754)
directory-entry: Höschel, Otto, Fruchthandlg., Wendenstrasse 312, ⊠ 25 xyxy=(215,439,447,468)
directory-entry: Hösch, Joh. A., Zimmermstr., ☎ III, 3428, Hufnerstr. 53, ⊠ 33 xyxy=(215,232,447,261)
directory-entry: — Georg, Arbtr., Langergang 29, ⊠ 3 xyxy=(1169,1203,1342,1216)
directory-entry: — Wilh., Arbtr., Sachsenstr. 83, H. 3, ⊠ 15 xyxy=(533,1044,730,1057)
directory-entry: — Fr., Schneidermstr., Bornstr. 7, H. A, ⊠ 13 xyxy=(1169,566,1377,579)
directory-entry: — Ad., Gärtner, Heimhuderstr. 64, ⊠ 17 xyxy=(215,1282,400,1295)
directory-entry: — Gust., Stations-Assist., Lippeltstr. 4, ⊠ 7 xyxy=(1169,1346,1370,1359)
